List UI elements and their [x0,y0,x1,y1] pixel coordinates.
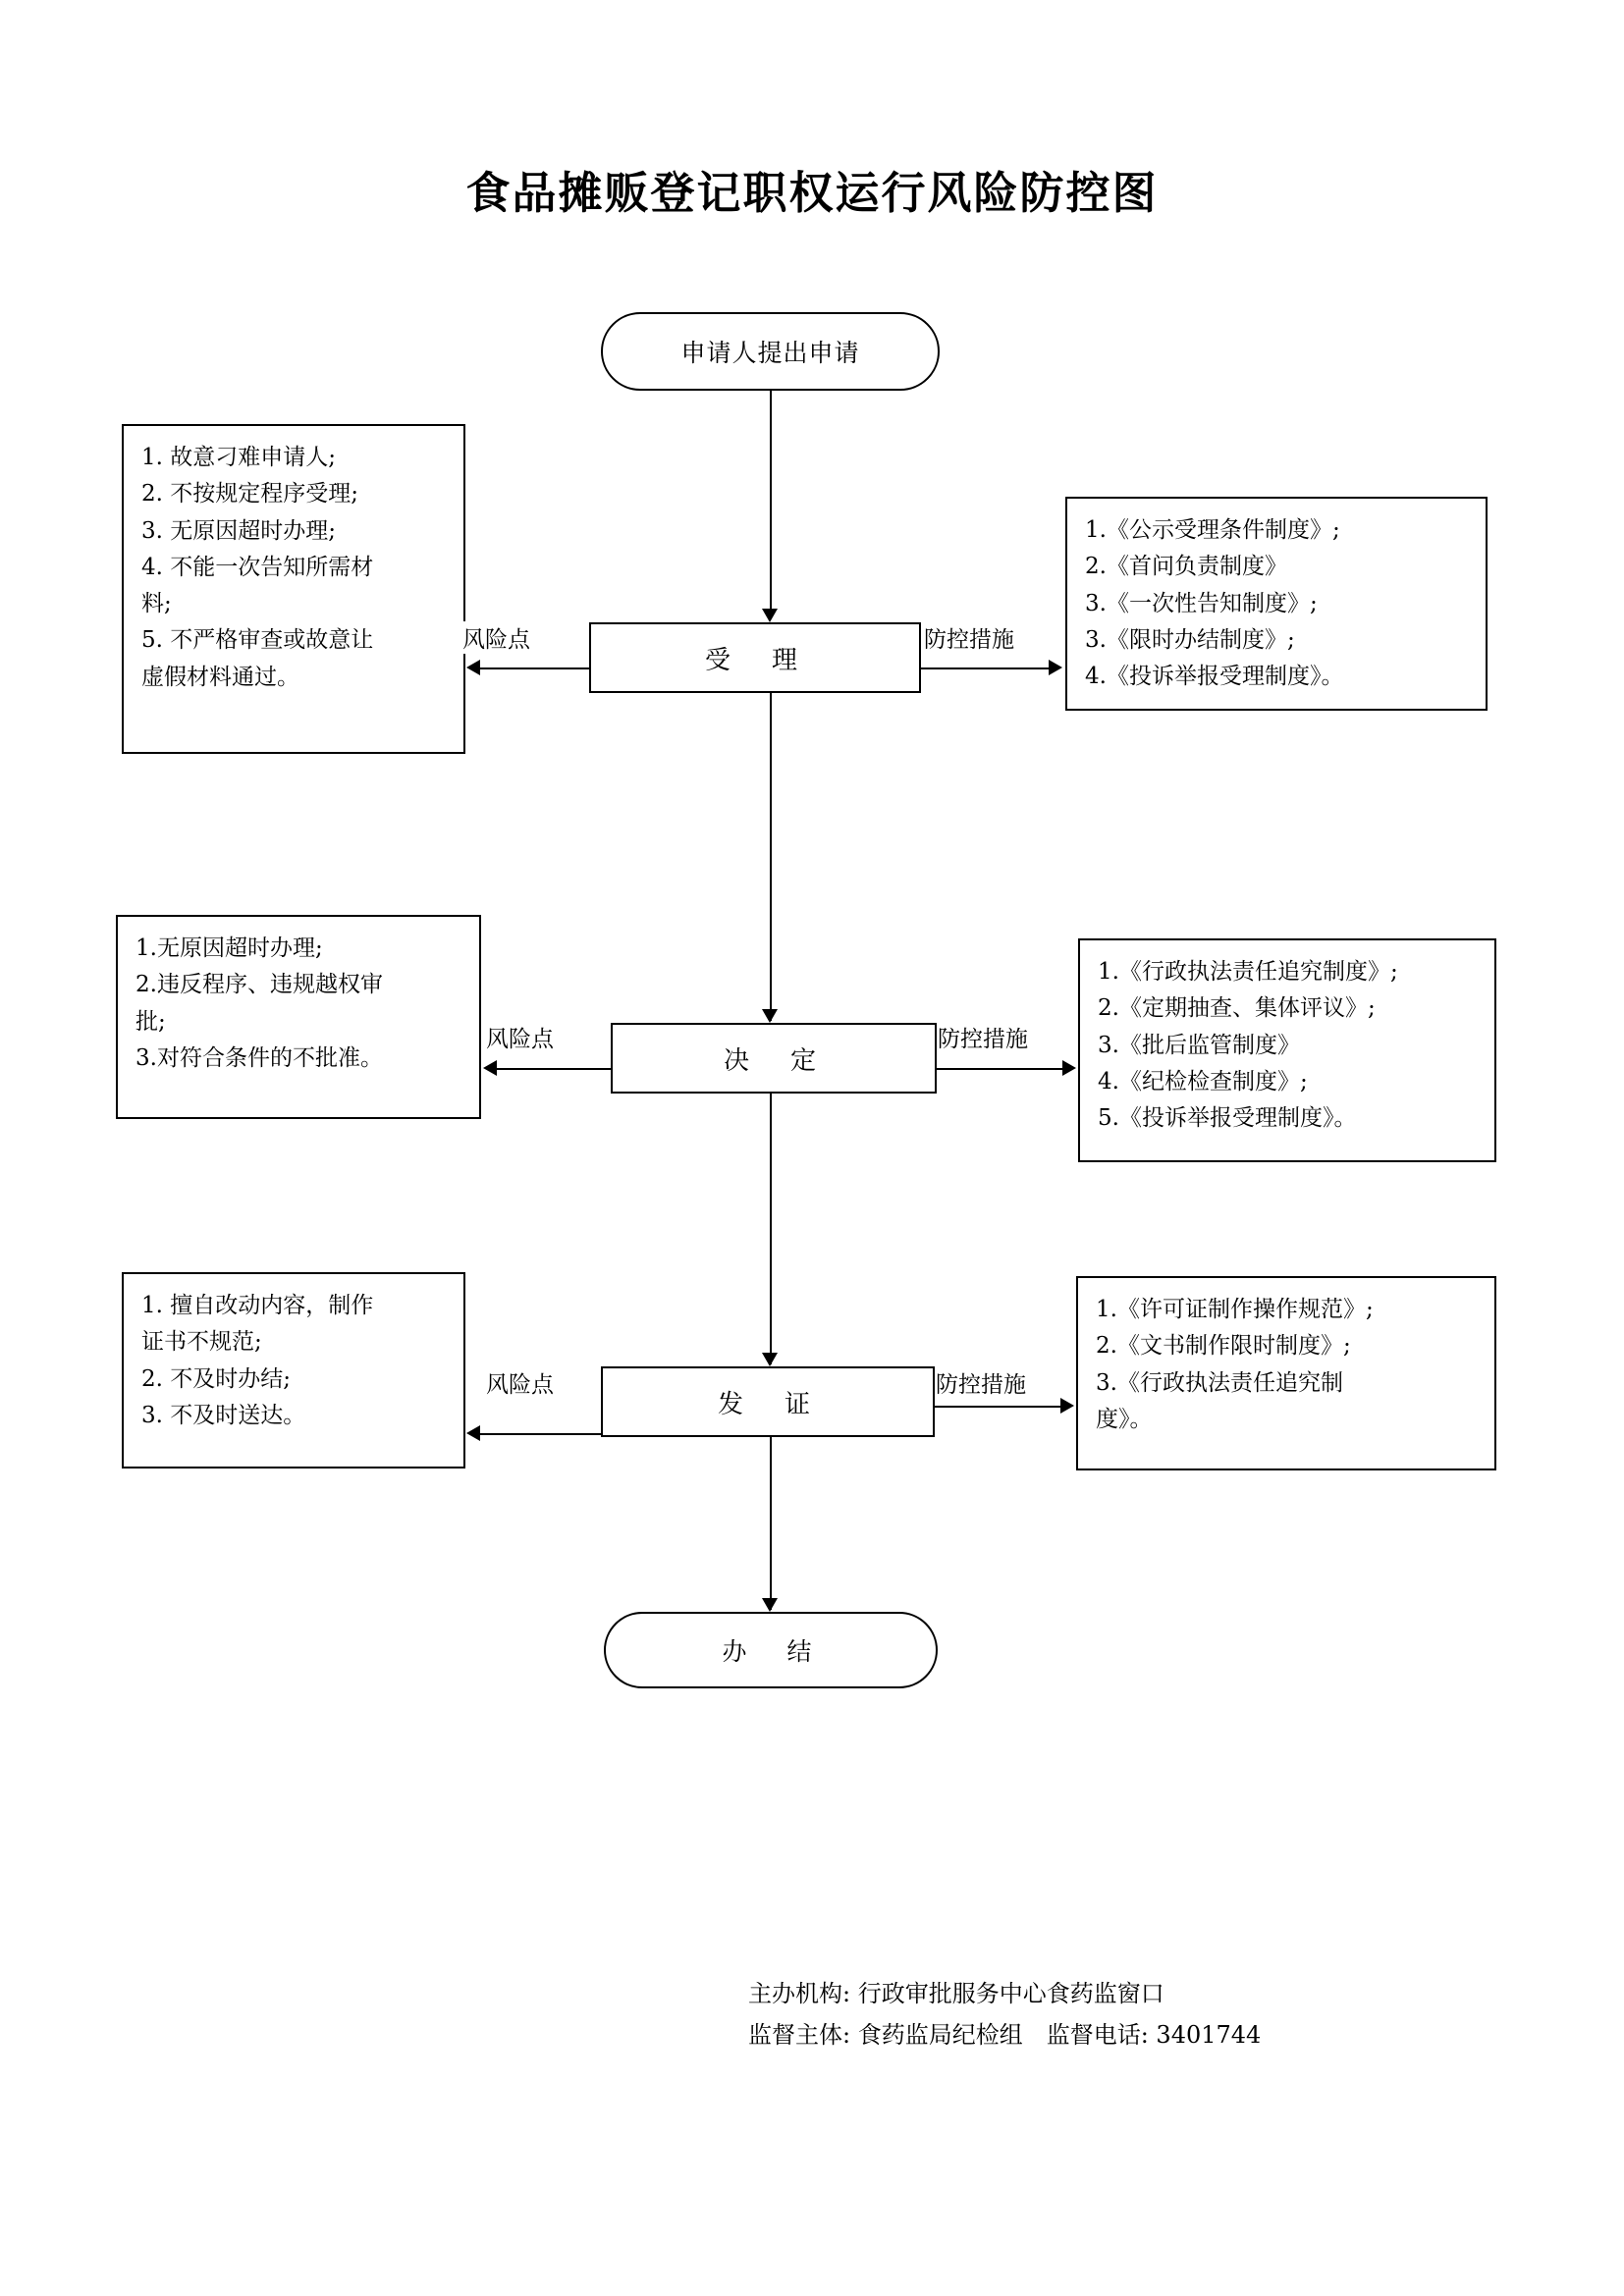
node-end [604,1612,938,1688]
risk-box-2-line-2: 2.违反程序、违规越权审 [135,972,383,998]
risk-box-3-line-2: 证书不规范; [141,1329,262,1356]
arrow-step3-to-end [762,1598,778,1612]
risk-box-1-line-3: 3. 无原因超时办理; [141,517,337,544]
measure-box-1-line-3: 3.《一次性告知制度》; [1085,590,1318,616]
arrow-step1-to-measure1 [1049,660,1062,675]
connector-step3-to-end [770,1437,772,1610]
node-step1-label: 受 理 [704,645,805,675]
risk-box-3-line-4: 3. 不及时送达。 [141,1402,306,1428]
arrow-start-to-step1 [762,609,778,622]
node-step2-label: 决 定 [723,1045,824,1076]
node-step3 [601,1366,935,1437]
measure-box-3-line-4: 度》。 [1096,1406,1153,1432]
measure-label-2: 防控措施 [937,1021,1029,1053]
node-step2 [611,1023,937,1094]
connector-step3-to-measure3 [935,1406,1062,1408]
risk-label-2: 风险点 [485,1021,555,1053]
risk-label-1: 风险点 [461,621,531,654]
footer-line-supervisor: 监督主体: 食药监局纪检组 监督电话: 3401744 [748,2021,1262,2049]
measure-box-2-line-3: 3.《批后监管制度》 [1098,1032,1300,1058]
node-start [601,312,940,391]
measure-box-2-line-5: 5.《投诉举报受理制度》。 [1098,1105,1357,1131]
risk-label-3: 风险点 [485,1366,555,1399]
arrow-step3-to-measure3 [1060,1398,1074,1414]
risk-box-3-line-1: 1. 擅自改动内容，制作 [141,1293,374,1318]
measure-box-3-line-1: 1.《许可证制作操作规范》; [1096,1297,1374,1322]
risk-box-1-line-4: 4. 不能一次告知所需材 [141,554,374,580]
footer-block [748,1973,1261,2056]
risk-box-1-line-7: 虚假材料通过。 [141,664,299,690]
measure-box-2-line-1: 1.《行政执法责任追究制度》; [1098,959,1398,985]
arrow-step1-to-step2 [762,1009,778,1023]
connector-start-to-step1 [770,391,772,613]
connector-step2-to-step3 [770,1094,772,1364]
connector-step1-to-measure1 [921,667,1051,669]
measure-box-1-line-2: 2.《首问负责制度》 [1085,554,1287,580]
connector-step1-to-step2 [770,693,772,1021]
measure-box-1-line-4: 3.《限时办结制度》; [1085,626,1295,653]
node-end-label: 办 结 [722,1637,820,1666]
measure-box-1 [1065,497,1488,711]
node-step1 [589,622,921,693]
measure-box-1-line-5: 4.《投诉举报受理制度》。 [1085,664,1344,689]
node-start-label: 申请人提出申请 [680,339,860,367]
connector-step2-to-measure2 [937,1068,1064,1070]
measure-box-2-line-4: 4.《纪检检查制度》; [1098,1068,1308,1095]
arrow-step2-to-risk2 [483,1060,497,1076]
measure-box-3-line-3: 3.《行政执法责任追究制 [1096,1369,1343,1396]
risk-box-2-line-1: 1.无原因超时办理; [135,935,323,961]
measure-label-1: 防控措施 [923,621,1015,654]
measure-box-2-line-2: 2.《定期抽查、集体评议》; [1098,995,1376,1022]
risk-box-2-line-3: 批; [135,1008,166,1035]
risk-box-2 [116,915,481,1119]
risk-box-1-line-6: 5. 不严格审查或故意让 [141,627,374,654]
arrow-step1-to-risk1 [466,660,480,675]
risk-box-3 [122,1272,465,1468]
risk-box-1-line-2: 2. 不按规定程序受理; [141,481,359,507]
risk-box-2-line-4: 3.对符合条件的不批准。 [135,1044,383,1071]
risk-box-1-line-5: 料; [141,591,172,616]
risk-box-1 [122,424,465,754]
arrow-step3-to-risk3 [466,1425,480,1441]
measure-label-3: 防控措施 [935,1366,1027,1399]
risk-box-1-line-1: 1. 故意刁难申请人; [141,445,337,470]
measure-box-3 [1076,1276,1496,1470]
arrow-step2-to-step3 [762,1353,778,1366]
footer-line-organizer: 主办机构: 行政审批服务中心食药监窗口 [748,1980,1164,2007]
risk-box-3-line-3: 2. 不及时办结; [141,1365,292,1392]
arrow-step2-to-measure2 [1062,1060,1076,1076]
measure-box-2 [1078,938,1496,1162]
connector-step1-to-risk1 [479,667,589,669]
connector-step2-to-risk2 [496,1068,612,1070]
connector-step3-to-risk3 [479,1433,601,1435]
page-title: 食品摊贩登记职权运行风险防控图 [465,167,1159,219]
measure-box-1-line-1: 1.《公示受理条件制度》; [1085,517,1340,543]
node-step3-label: 发 证 [717,1389,818,1419]
measure-box-3-line-2: 2.《文书制作限时制度》; [1096,1333,1351,1360]
